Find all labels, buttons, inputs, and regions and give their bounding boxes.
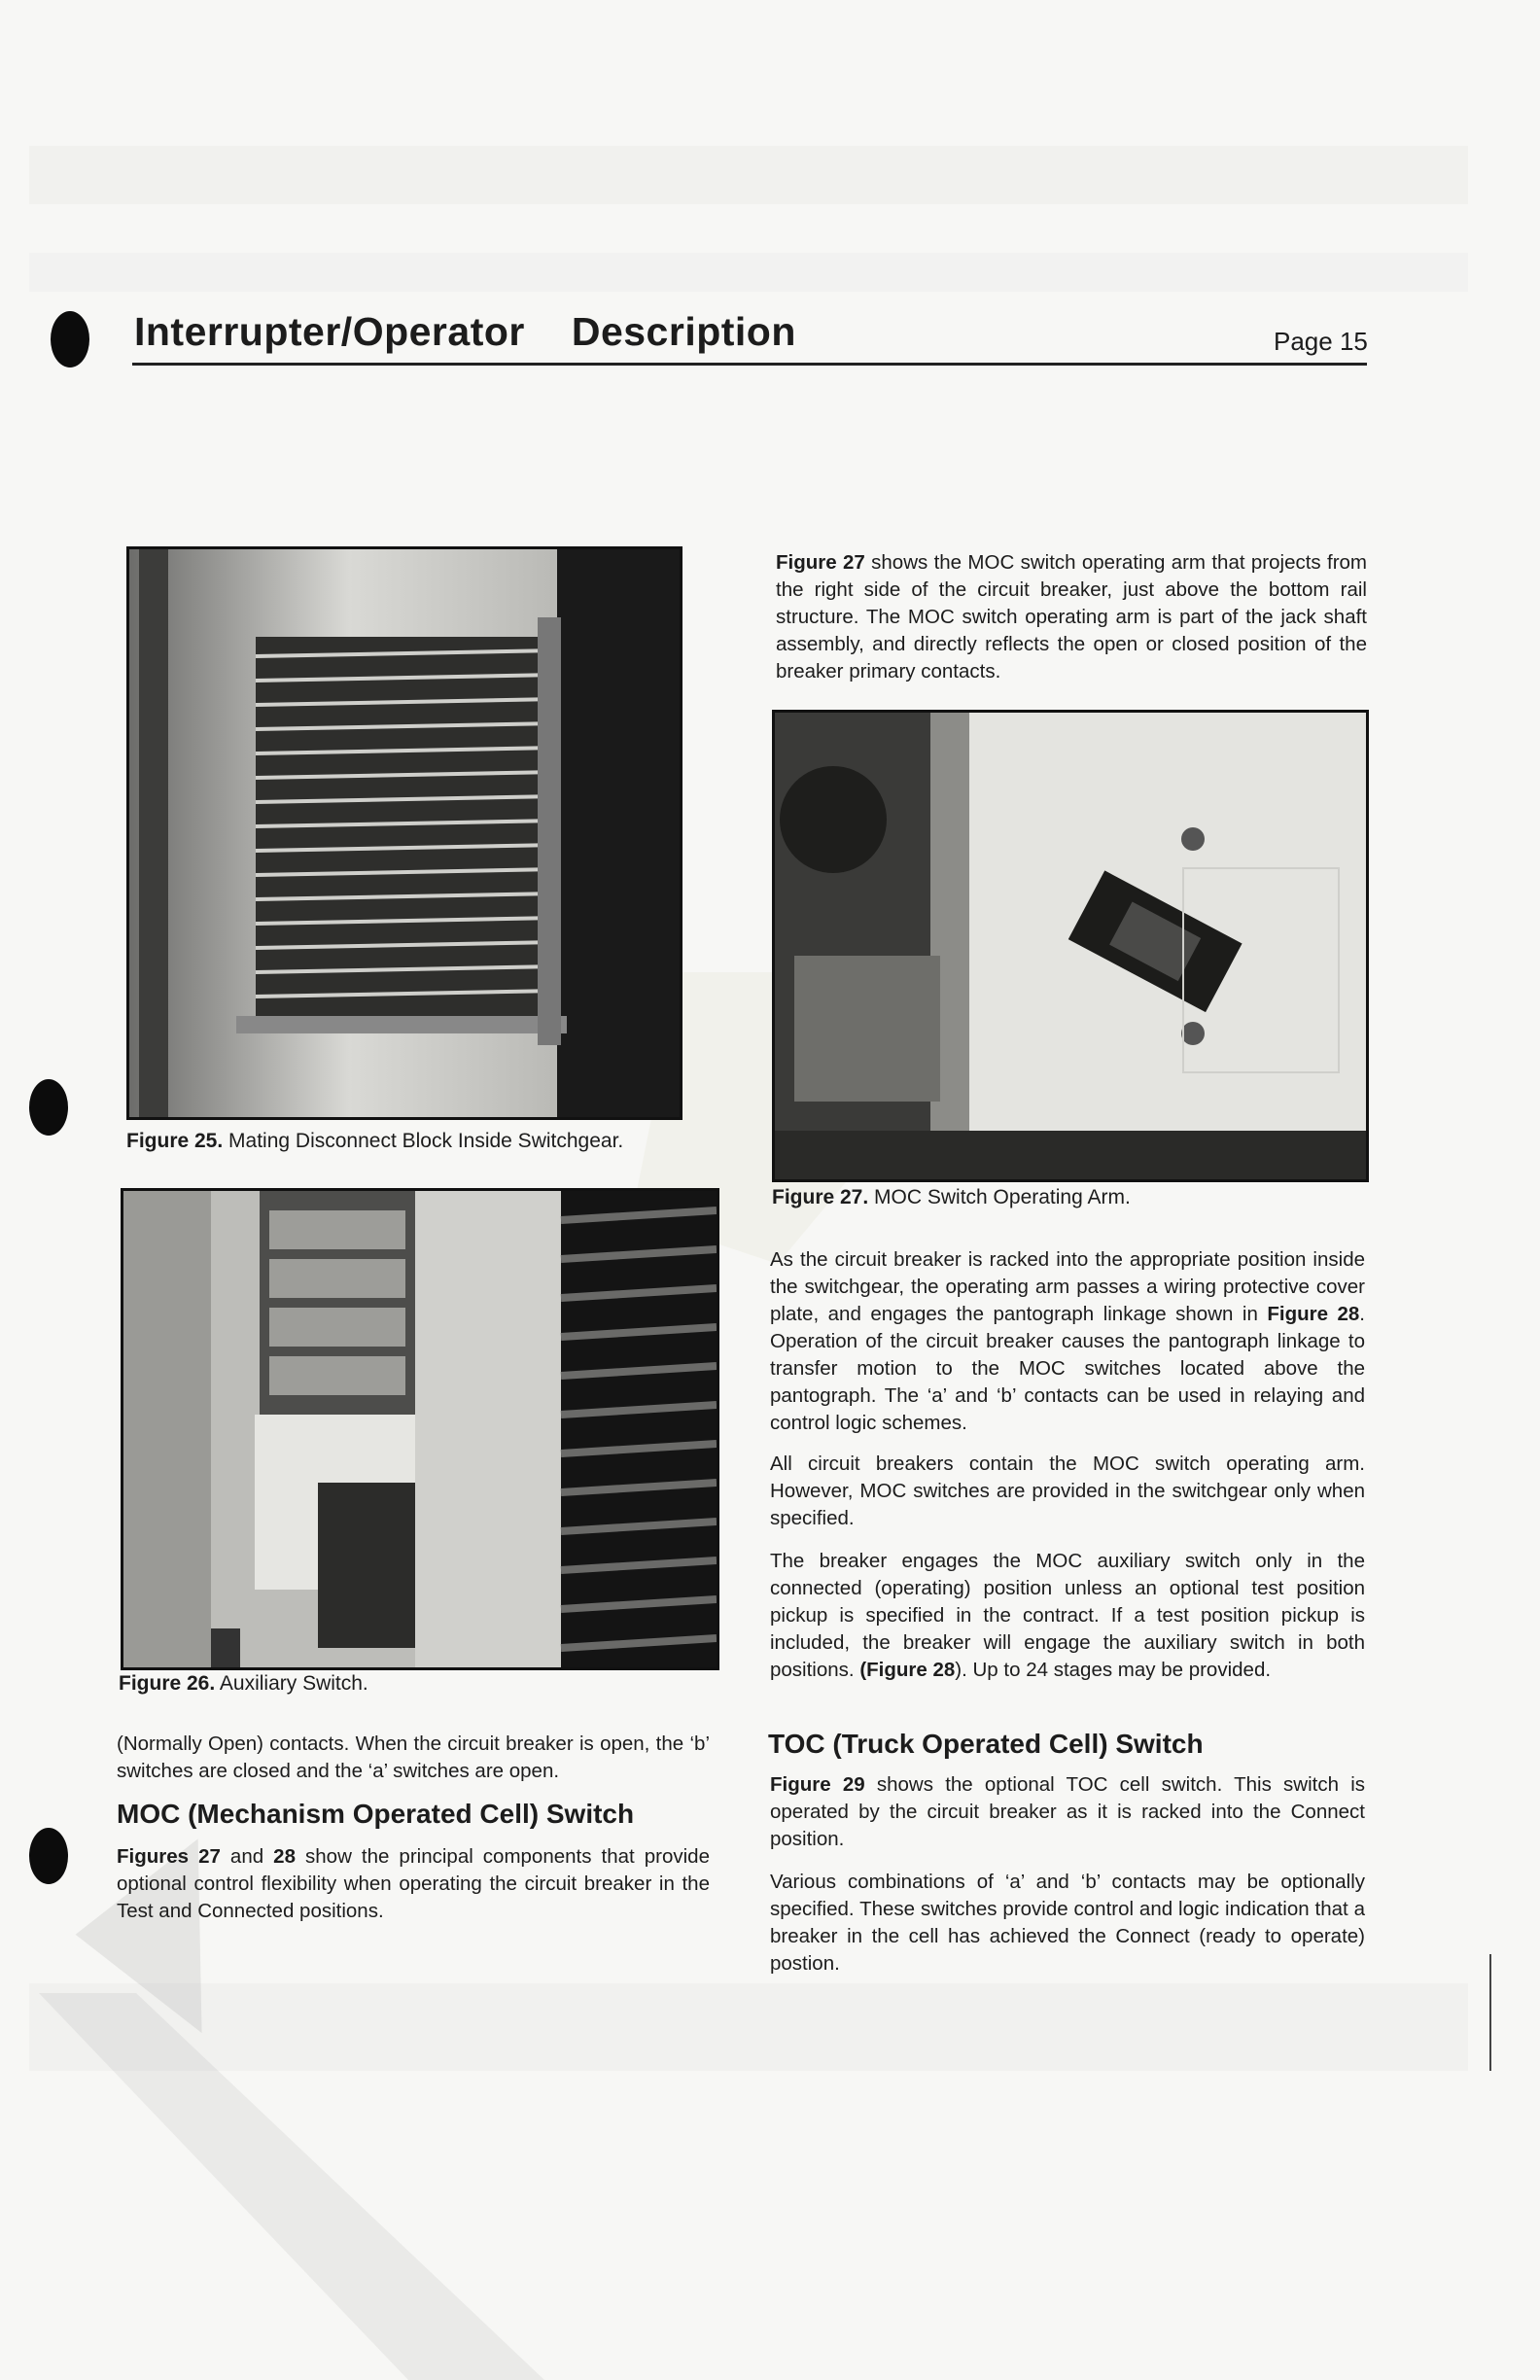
- scan-edge-line: [1489, 1954, 1491, 2071]
- intro-text: shows the MOC switch operating arm that projects from the right side of the circuit breaker, just above the bottom rail structure. The MOC switch operating arm is part of the jack shaft assembly, and directly reflects the open or closed position of the breaker primary contacts.: [776, 551, 1368, 682]
- header-divider: [132, 363, 1367, 366]
- p3-figure-ref: (Figure 28: [859, 1659, 956, 1681]
- header-title-right: Description: [571, 309, 796, 354]
- moc-figure-ref: Figures 27: [117, 1845, 221, 1868]
- p1-text-a: As the circuit breaker is racked into the appropriate position inside the switchgear, the operating arm passes a wiring protective cover plate, and engages the pantograph linkage shown in: [770, 1248, 1365, 1325]
- intro-figure-ref: Figure 27: [776, 551, 865, 574]
- header-title-left: Interrupter/Operator: [134, 309, 525, 354]
- figure-27-photo: [772, 710, 1369, 1182]
- paragraph-moc: [117, 1843, 710, 1925]
- p1-text-b: . Operation of the circuit breaker causes the pantograph linkage to transfer motion to the MOC switches located above the pantograph. The ‘a’ and ‘b’ contacts can be used in relaying and control logic schemes.: [770, 1303, 1365, 1434]
- figure-27-text: MOC Switch Operating Arm.: [874, 1186, 1131, 1208]
- figure-26-caption: [119, 1672, 368, 1696]
- figure-25-number: Figure 25.: [126, 1130, 224, 1152]
- moc-and: and: [229, 1845, 264, 1868]
- figure-26-photo: [121, 1188, 719, 1670]
- figure-27-caption: [772, 1186, 1131, 1209]
- paragraph-pantograph: [770, 1246, 1365, 1437]
- page-number: Page 15: [1274, 327, 1368, 356]
- punch-hole: [29, 1079, 68, 1136]
- paragraph-combinations: Various combinations of ‘a’ and ‘b’ contacts may be optionally specified. These switches provide control and logic indication that a breaker in the cell has achieved the Connect (ready to operate) postion.: [770, 1871, 1365, 1975]
- figure-25-caption: [126, 1130, 623, 1153]
- figure-26-text: Auxiliary Switch.: [219, 1672, 368, 1695]
- heading-toc-switch: TOC (Truck Operated Cell) Switch: [768, 1729, 1204, 1759]
- moc-figure-ref-2: 28: [273, 1845, 296, 1868]
- p1-figure-ref: Figure 28: [1267, 1303, 1360, 1325]
- figure-25-text: Mating Disconnect Block Inside Switchgear.: [228, 1130, 624, 1152]
- punch-hole: [29, 1828, 68, 1884]
- figure-27-number: Figure 27.: [772, 1186, 869, 1208]
- figure-25-photo: [126, 546, 682, 1120]
- paragraph-all-breakers: All circuit breakers contain the MOC switch operating arm. However, MOC switches are provided in the switchgear only when specified.: [770, 1452, 1365, 1529]
- toc-figure-ref: Figure 29: [770, 1773, 865, 1796]
- paragraph-normally-open: (Normally Open) contacts. When the circuit breaker is open, the ‘b’ switches are closed and the ‘a’ switches are open.: [117, 1732, 710, 1782]
- paragraph-aux-switch: [770, 1548, 1365, 1684]
- p3-text-b: ). Up to 24 stages may be provided.: [955, 1659, 1272, 1681]
- page-header: [134, 309, 796, 355]
- toc-text: shows the optional TOC cell switch. This switch is operated by the circuit breaker as it is racked into the Connect position.: [770, 1773, 1366, 1850]
- paragraph-toc: [770, 1771, 1365, 1853]
- figure-26-number: Figure 26.: [119, 1672, 216, 1695]
- moc-text: show the principal components that provide optional control flexibility when operating the circuit breaker in the Test and Connected positions.: [117, 1845, 710, 1922]
- heading-moc-switch: MOC (Mechanism Operated Cell) Switch: [117, 1799, 635, 1829]
- p3-text-a: The breaker engages the MOC auxiliary switch only in the connected (operating) position unless an optional test position pickup is specified in the contract. If a test position pickup is included, the breaker will engage the auxiliary switch in both positions.: [770, 1550, 1365, 1681]
- punch-hole: [51, 311, 89, 368]
- paragraph-figure-27-intro: [776, 549, 1367, 685]
